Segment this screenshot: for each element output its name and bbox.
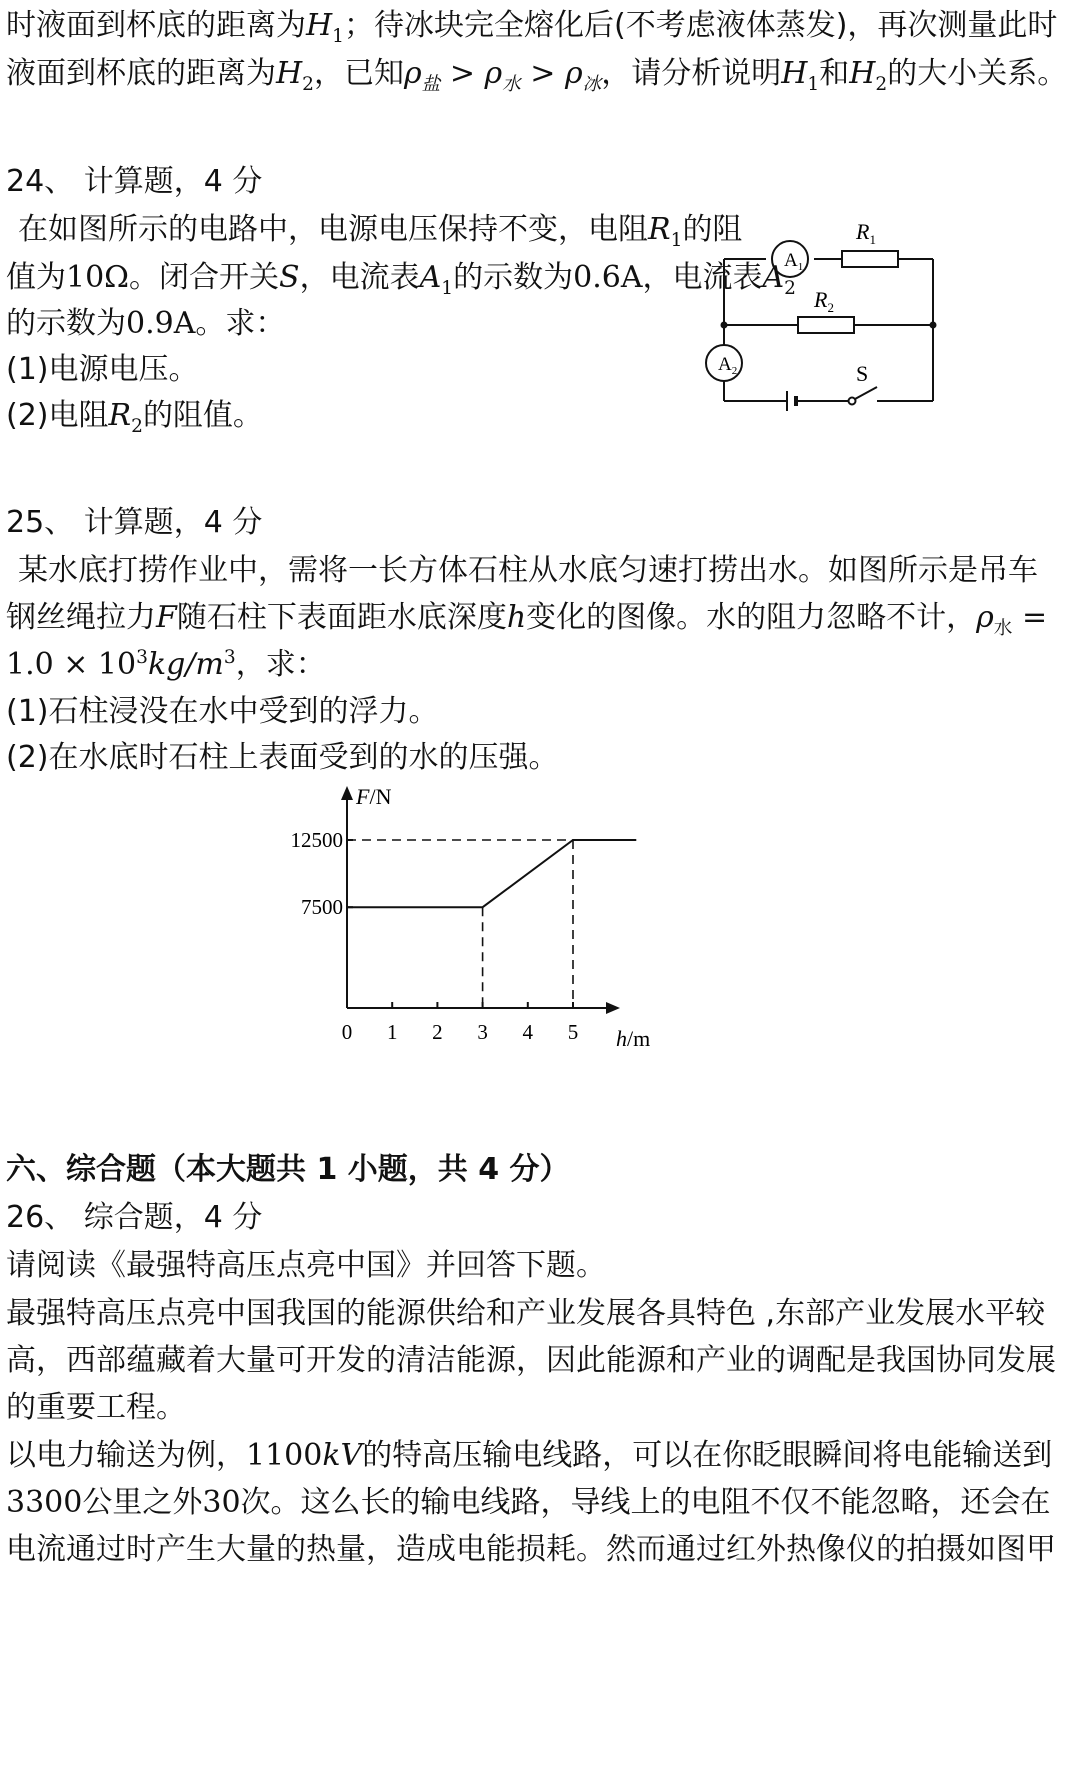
q26-paragraph-2-line-2: 3300公里之外30次。这么长的输电线路，导线上的电阻不仅不能忽略，还会在: [6, 1485, 1051, 1520]
q23-line-2: 液面到杯底的距离为$H_2$，已知$\rho_盐 > \rho_水 > \rho_冰$，请分析说明$H_1$和$H_2$的大小关系。: [6, 56, 1068, 95]
q25-header: 25、 计算题，4 分: [6, 505, 263, 540]
y-axis-arrow: [341, 786, 353, 800]
q25-line-3: $1.0 \times 10^3kg/m^3$，求：: [6, 647, 326, 682]
x-tick-label-0: 0: [341, 1020, 353, 1044]
q24-line-1: 在如图所示的电路中，电源电压保持不变，电阻$R_1$的阻: [18, 212, 743, 251]
series-line-force: [347, 840, 636, 907]
q24-line-2: 值为10Ω。闭合开关S，电流表$A_1$的示数为0.6A，电流表$A_2$: [6, 260, 797, 299]
q25-line-2: 钢丝绳拉力F随石柱下表面距水底深度h变化的图像。水的阻力忽略不计，$\rho_水$ =: [6, 600, 1048, 639]
y-tick-label-7500: 7500: [301, 895, 343, 920]
q26-intro: 请阅读《最强特高压点亮中国》并回答下题。: [6, 1248, 606, 1283]
x-axis-arrow: [606, 1002, 620, 1014]
x-axis-label: h/m: [616, 1026, 651, 1051]
resistor-r2: [798, 317, 854, 333]
x-tick-label-1: 1: [386, 1020, 398, 1044]
switch-label: S: [856, 361, 869, 386]
junction-right: [930, 322, 937, 329]
circuit-diagram: [690, 215, 950, 415]
q26-paragraph-1-line-2: 高，西部蕴藏着大量可开发的清洁能源，因此能源和产业的调配是我国协同发展: [6, 1343, 1056, 1378]
q26-paragraph-2-line-1: 以电力输送为例，1100kV的特高压输电线路，可以在你眨眼瞬间将电能输送到: [6, 1438, 1053, 1473]
q24-sub-question-2: (2)电阻$R_2$的阻值。: [6, 398, 263, 437]
resistor-r1: [842, 251, 898, 267]
q26-paragraph-1-line-3: 的重要工程。: [6, 1390, 186, 1425]
q23-line-1: 时液面到杯底的距离为$H_1$；待冰块完全熔化后(不考虑液体蒸发)，再次测量此时: [6, 8, 1058, 47]
q26-paragraph-2-line-3: 电流通过时产生大量的热量，造成电能损耗。然而通过红外热像仪的拍摄如图甲: [6, 1532, 1056, 1567]
ammeter-a2-label: $A_2$: [718, 354, 738, 377]
q24-line-3: 的示数为0.9A。求：: [6, 306, 286, 341]
resistor-r2-label: $R_2$: [814, 287, 834, 315]
resistor-r1-label: $R_1$: [856, 219, 876, 247]
junction-left: [721, 322, 728, 329]
q24-header: 24、 计算题，4 分: [6, 164, 263, 199]
q25-sub-question-1: (1)石柱浸没在水中受到的浮力。: [6, 694, 439, 729]
force-depth-chart: [250, 778, 690, 1068]
q24-sub-question-1: (1)电源电压。: [6, 352, 199, 387]
q26-paragraph-1-line-1: 最强特高压点亮中国我国的能源供给和产业发展各具特色 ,东部产业发展水平较: [6, 1296, 1046, 1331]
switch-lever: [855, 387, 877, 399]
switch-pivot: [849, 398, 856, 405]
x-tick-label-2: 2: [432, 1020, 443, 1044]
x-tick-label-3: 3: [477, 1020, 488, 1044]
q25-line-1: 某水底打捞作业中，需将一长方体石柱从水底匀速打捞出水。如图所示是吊车: [18, 553, 1038, 588]
ammeter-a1-label: $A_1$: [784, 250, 804, 273]
q26-header: 26、 综合题，4 分: [6, 1200, 263, 1235]
section-6-title: 六、综合题（本大题共 1 小题，共 4 分）: [6, 1152, 570, 1187]
x-tick-label-4: 4: [522, 1020, 534, 1044]
y-axis-label: F/N: [356, 784, 392, 809]
q25-sub-question-2: (2)在水底时石柱上表面受到的水的压强。: [6, 740, 559, 775]
y-tick-label-12500: 12500: [290, 828, 343, 852]
x-tick-label-5: 5: [567, 1020, 579, 1044]
